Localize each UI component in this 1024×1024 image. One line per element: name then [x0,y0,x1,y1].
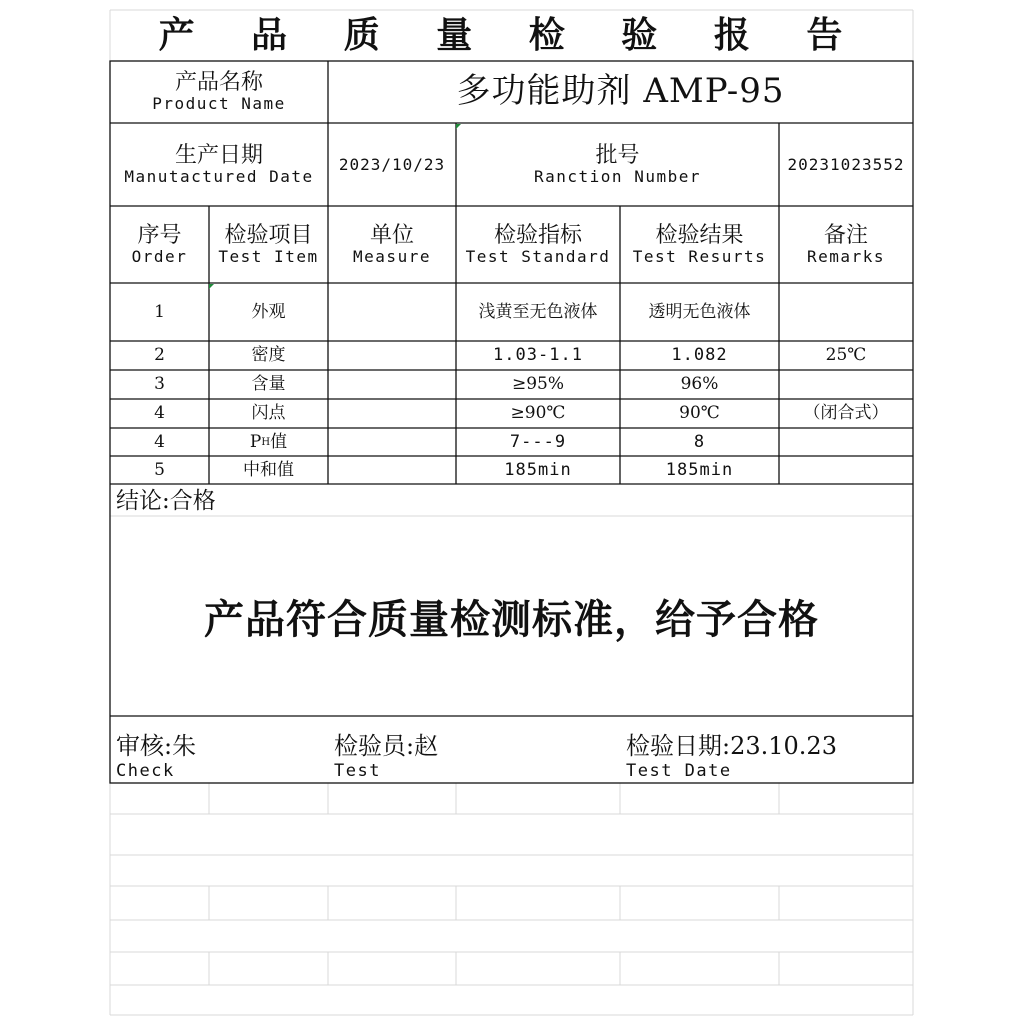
table-row-2-standard: 1.03-1.1 [493,345,583,366]
product-name-value: 多功能助剂 AMP-95 [456,71,785,112]
ph-letter: P [249,431,262,452]
table-row-1-unit [328,283,456,341]
table-row-5-remark [779,428,913,456]
table-row-4-standard: ≥90℃ [510,403,566,424]
header-test-results [620,206,779,283]
product-name-label [110,61,328,123]
table-row-6-unit [328,456,456,484]
header-test-standard [456,206,620,283]
ph-superscript: H [261,436,271,448]
production-date-label-en: Manutactured Date [124,166,314,186]
header-test-standard-en: Test Standard [465,246,611,266]
product-name-label-zh: 产品名称 [174,70,263,96]
production-date-label [110,123,328,206]
header-test-results-en: Test Resurts [632,246,767,266]
header-remarks [779,206,913,283]
production-date-label-zh: 生产日期 [174,142,263,168]
header-measure [328,206,456,283]
header-remarks-zh: 备注 [823,222,868,248]
batch-number-label [456,123,779,206]
header-remarks-en: Remarks [807,246,885,266]
header-measure-en: Measure [353,246,431,266]
check-label-en: Check [116,761,175,781]
table-row-4-result: 90℃ [679,403,720,424]
tester-label-en: Test [334,761,381,781]
tester-label-zh: 检验员:赵 [334,732,439,760]
header-order-zh: 序号 [137,222,182,248]
table-row-4-remark: （闭合式） [803,403,889,424]
table-row-6-item: 中和值 [243,459,294,480]
batch-number-value: 20231023552 [787,154,905,174]
table-row-5-standard: 7---9 [509,431,567,452]
header-order-en: Order [131,246,188,266]
test-date-label-zh: 检验日期:23.10.23 [626,732,837,760]
header-test-results-zh: 检验结果 [655,222,744,248]
table-row-6-remark [779,456,913,484]
header-order [110,206,209,283]
table-row-3-item: 含量 [251,374,286,395]
report-title: 产 品 质 量 检 验 报 告 [158,13,865,56]
table-row-5-unit [328,428,456,456]
table-row-1-remark [779,283,913,341]
table-row-4-item: 闪点 [251,403,286,424]
conclusion-statement: 产品符合质量检测标准，给予合格 [204,596,819,643]
ph-suffix: 值 [270,431,288,452]
header-test-standard-zh: 检验指标 [493,222,582,248]
production-date-value: 2023/10/23 [338,154,446,174]
table-row-3-remark [779,370,913,399]
table-row-2-item: 密度 [251,345,286,366]
table-row-3-standard: ≥95% [511,374,565,395]
check-signature [116,726,196,781]
table-row-5-order: 4 [154,431,165,452]
table-row-3-order: 3 [154,374,165,395]
table-row-3-result: 96% [680,374,719,395]
table-row-6-standard: 185min [504,459,572,480]
table-row-5-item [209,428,328,456]
header-test-item [209,206,328,283]
table-row-1-standard: 浅黄至无色液体 [478,301,598,322]
table-row-2-remark: 25℃ [825,345,867,366]
batch-number-label-zh: 批号 [595,142,640,168]
table-row-2-unit [328,341,456,370]
table-row-1-item: 外观 [251,301,286,322]
table-row-5-result: 8 [693,431,706,452]
test-date [626,726,837,781]
table-row-4-unit [328,399,456,428]
check-label-zh: 审核:朱 [116,732,197,760]
header-test-item-en: Test Item [218,246,319,266]
table-row-1-result: 透明无色液体 [648,301,751,322]
conclusion-label: 结论:合格 [116,488,216,515]
test-date-label-en: Test Date [626,761,732,781]
table-row-6-order: 5 [154,459,165,480]
table-row-3-unit [328,370,456,399]
table-row-6-result: 185min [665,459,734,480]
header-test-item-zh: 检验项目 [224,222,313,248]
table-row-1-order: 1 [154,301,165,322]
tester-signature [334,726,438,781]
batch-number-label-en: Ranction Number [534,166,701,186]
table-row-4-order: 4 [154,403,165,424]
table-row-2-result: 1.082 [671,345,728,366]
product-name-label-en: Product Name [152,94,286,114]
table-row-2-order: 2 [154,345,165,366]
header-measure-zh: 单位 [369,222,414,248]
